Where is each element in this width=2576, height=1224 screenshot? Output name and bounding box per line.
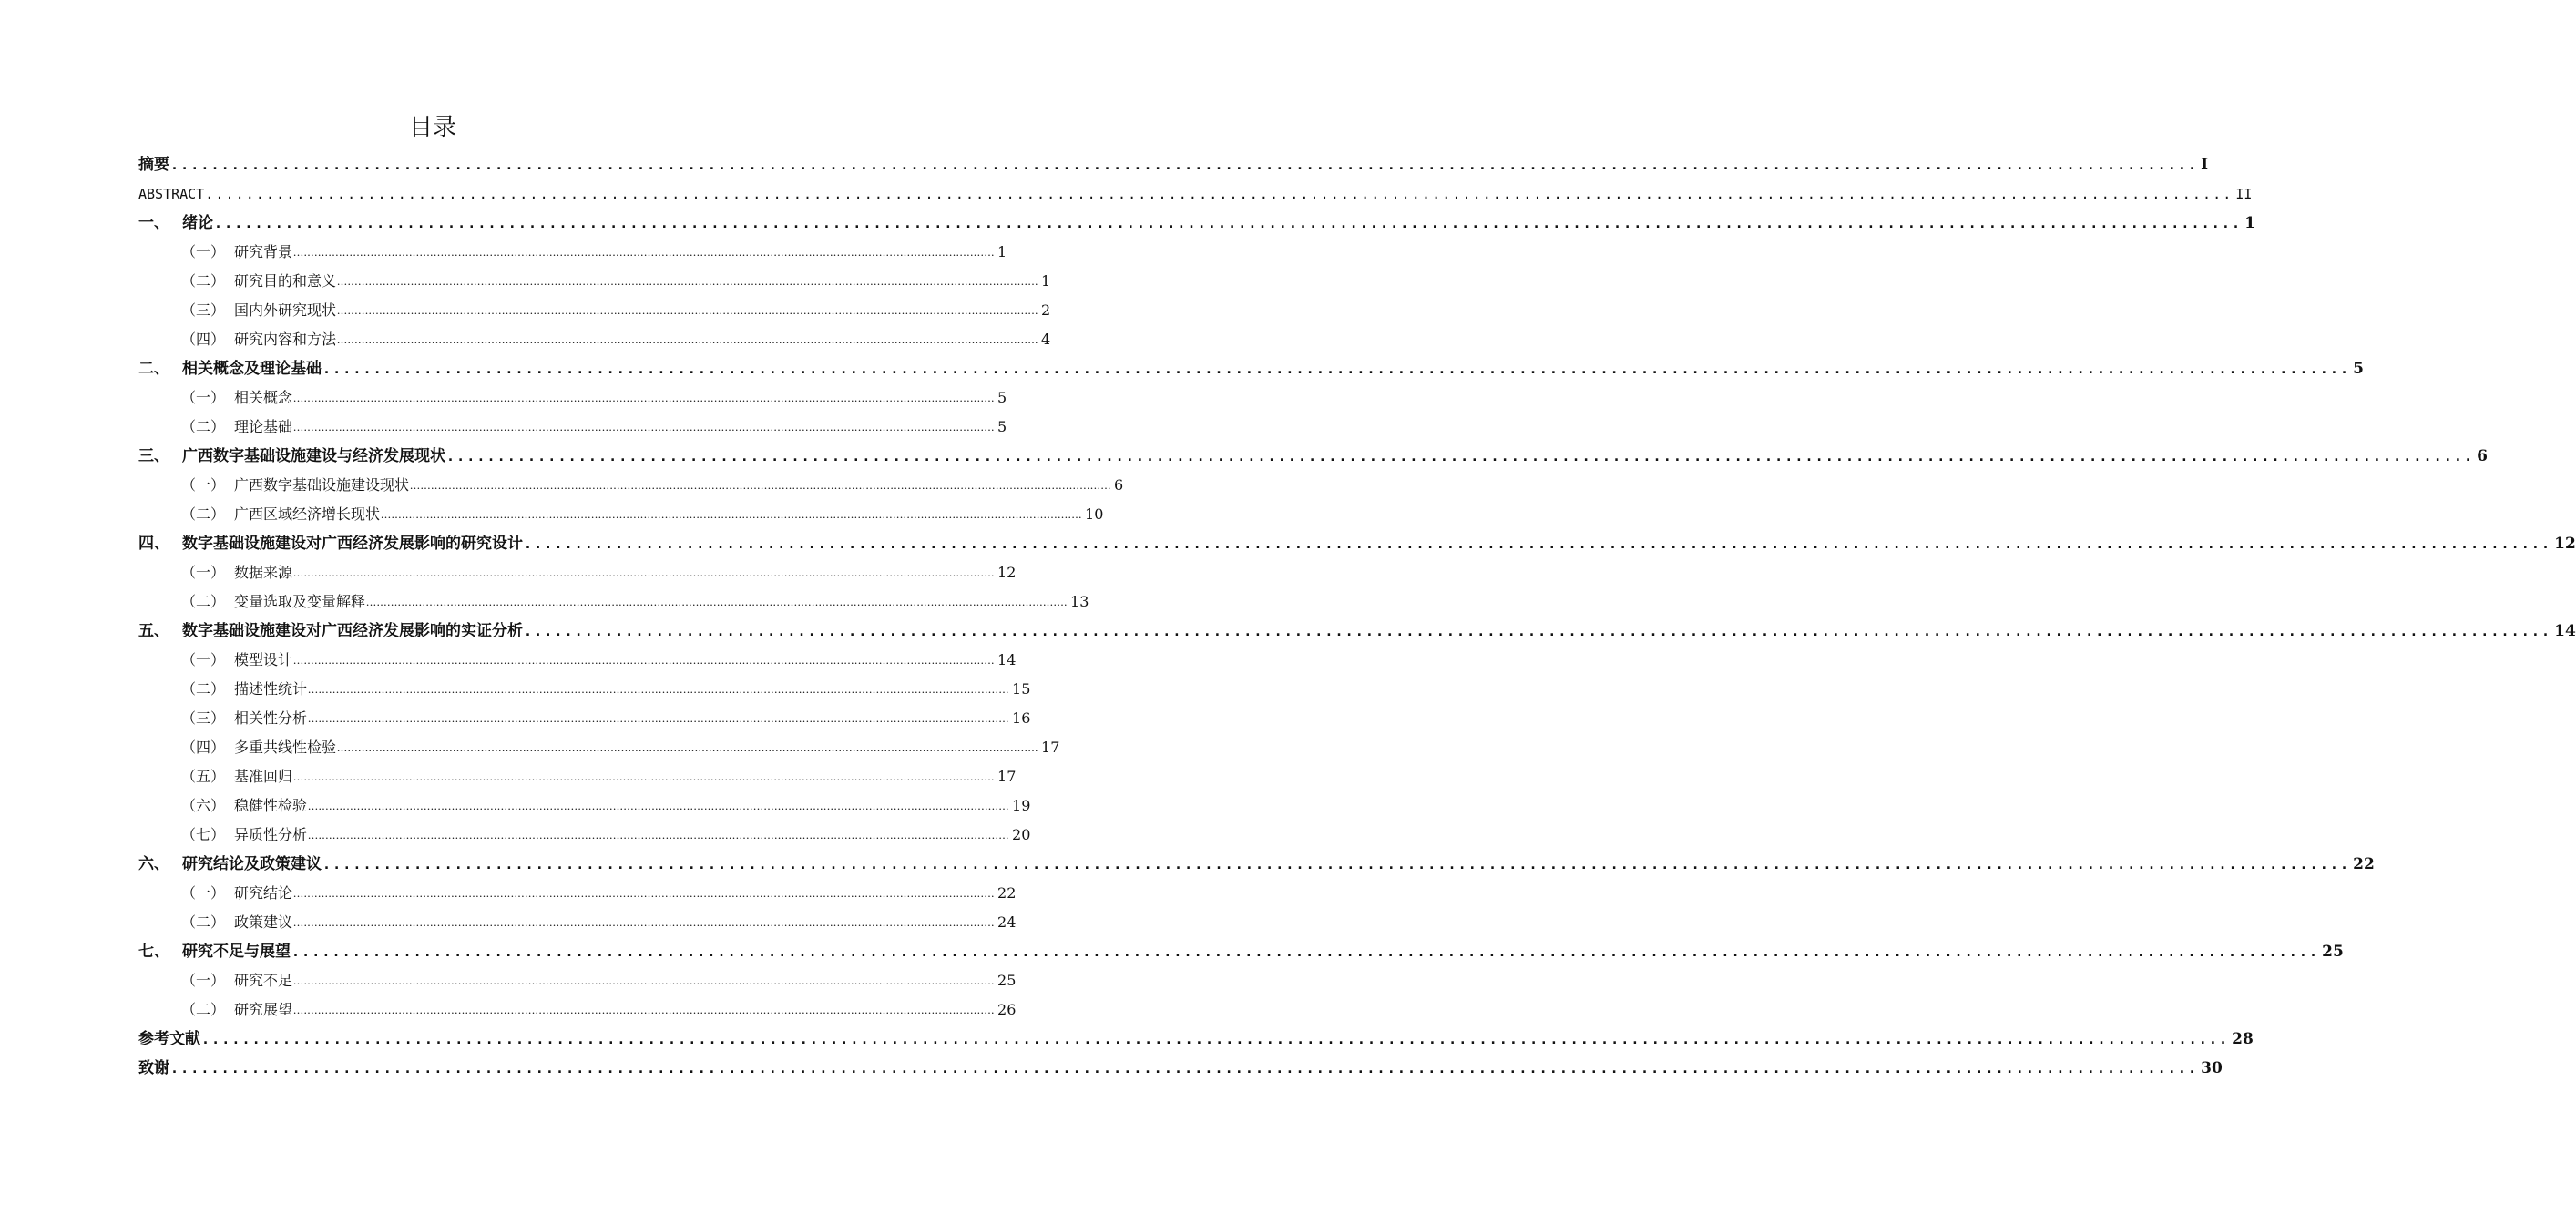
toc-entry[interactable] xyxy=(138,149,2209,178)
toc-page-number: II xyxy=(2235,186,2253,202)
toc-subentry[interactable] xyxy=(138,557,1017,586)
toc-page-number: 4 xyxy=(1041,331,1051,348)
toc-entry-label: 研究背景 xyxy=(234,243,293,260)
toc-entry-label: 异质性分析 xyxy=(234,826,308,843)
toc-page-number: 25 xyxy=(997,972,1017,989)
toc-dot-leader: ........................................................................................................................................................................................................ xyxy=(293,770,996,783)
toc-subentry[interactable] xyxy=(138,703,1031,732)
toc-page-number: 6 xyxy=(1114,476,1124,494)
toc-entry[interactable] xyxy=(138,441,2488,470)
toc-page-number: 2 xyxy=(1041,301,1051,319)
toc-entry-label: ABSTRACT xyxy=(138,186,205,202)
toc-subentry[interactable] xyxy=(138,645,1017,674)
toc-dot-leader: ........................................................................................................................................................................................................ xyxy=(366,595,1068,608)
toc-entry-label: 基准回归 xyxy=(234,768,293,785)
toc-page-number: 1 xyxy=(2244,214,2255,232)
toc-title: 目录 xyxy=(408,114,456,141)
toc-page-number: 12 xyxy=(997,564,1017,581)
toc-page-number: I xyxy=(2201,156,2209,174)
toc-entry-label: 模型设计 xyxy=(234,651,293,668)
toc-entry-number: （三） xyxy=(181,301,226,319)
toc-entry[interactable] xyxy=(138,936,2344,965)
toc-page-number: 24 xyxy=(997,913,1017,931)
toc-entry-label: 广西数字基础设施建设现状 xyxy=(234,476,410,494)
toc-dot-leader: ........................................................................................................................................................................................................ xyxy=(293,1003,996,1016)
toc-dot-leader: ........................................................................................................................................................................................................ xyxy=(293,974,996,987)
toc-subentry[interactable] xyxy=(138,674,1031,703)
toc-entry-number: 六、 xyxy=(138,855,169,873)
toc-dot-leader: ........................................................................................................................................................................................................ xyxy=(201,1031,2230,1047)
toc-subentry[interactable] xyxy=(138,324,1051,353)
toc-page-number: 14 xyxy=(997,651,1017,668)
toc-entry-number: （二） xyxy=(181,593,226,610)
toc-entry-number: 三、 xyxy=(138,447,169,465)
toc-dot-leader: ........................................................................................................................................................................................................ xyxy=(291,944,2320,960)
toc-dot-leader: ........................................................................................................................................................................................................ xyxy=(337,332,1039,346)
toc-page-number: 22 xyxy=(997,884,1017,902)
toc-dot-leader: ........................................................................................................................................................................................................ xyxy=(322,361,2351,377)
toc-page-number: 6 xyxy=(2477,447,2488,465)
toc-list xyxy=(138,149,2576,1082)
toc-entry-number: （二） xyxy=(181,505,226,523)
toc-dot-leader: ........................................................................................................................................................................................................ xyxy=(446,448,2475,464)
toc-entry-label: 相关性分析 xyxy=(234,709,308,727)
toc-subentry[interactable] xyxy=(138,382,1007,412)
toc-entry[interactable] xyxy=(138,178,2253,208)
toc-entry-number: （二） xyxy=(181,680,226,698)
toc-entry-label: 国内外研究现状 xyxy=(234,301,337,319)
toc-entry-number: （四） xyxy=(181,331,226,348)
toc-page-number: 22 xyxy=(2353,855,2375,873)
toc-dot-leader: ........................................................................................................................................................................................................ xyxy=(293,886,996,900)
toc-page-number: 5 xyxy=(2353,360,2364,378)
toc-entry-number: （二） xyxy=(181,418,226,435)
toc-entry-number: （七） xyxy=(181,826,226,843)
toc-dot-leader: ........................................................................................................................................................................................................ xyxy=(293,653,996,667)
toc-entry-number: （四） xyxy=(181,739,226,756)
toc-entry-number: （二） xyxy=(181,272,226,290)
toc-entry-number: 一、 xyxy=(138,214,169,232)
toc-entry-number: （一） xyxy=(181,972,226,989)
toc-entry-label: 数字基础设施建设对广西经济发展影响的实证分析 xyxy=(182,622,523,640)
toc-subentry[interactable] xyxy=(138,907,1017,936)
toc-page-number: 12 xyxy=(2554,535,2576,553)
toc-page-number: 19 xyxy=(1012,797,1031,814)
toc-entry-label: 相关概念 xyxy=(234,389,293,406)
toc-entry[interactable] xyxy=(138,1053,2223,1082)
toc-dot-leader: ........................................................................................................................................................................................................ xyxy=(337,740,1039,754)
toc-entry-label: 数字基础设施建设对广西经济发展影响的研究设计 xyxy=(182,535,523,553)
toc-page-number: 17 xyxy=(1041,739,1060,756)
toc-dot-leader: ........................................................................................................................................................................................................ xyxy=(308,828,1010,842)
toc-entry-number: （二） xyxy=(181,913,226,931)
toc-entry-label: 广西数字基础设施建设与经济发展现状 xyxy=(182,447,445,465)
toc-dot-leader: ........................................................................................................................................................................................................ xyxy=(308,711,1010,725)
toc-subentry[interactable] xyxy=(138,586,1089,616)
toc-subentry[interactable] xyxy=(138,499,1104,528)
toc-entry-label: 描述性统计 xyxy=(234,680,308,698)
toc-entry-label: 研究结论及政策建议 xyxy=(182,855,322,873)
toc-subentry[interactable] xyxy=(138,237,1007,266)
toc-entry-label: 研究不足与展望 xyxy=(182,943,291,961)
toc-page-number: 16 xyxy=(1012,709,1031,727)
toc-page-number: 1 xyxy=(1041,272,1051,290)
toc-dot-leader: ........................................................................................................................................................................................................ xyxy=(170,1060,2199,1076)
toc-page-number: 20 xyxy=(1012,826,1031,843)
toc-subentry[interactable] xyxy=(138,994,1017,1024)
toc-entry[interactable] xyxy=(138,616,2576,645)
toc-entry-label: 理论基础 xyxy=(234,418,293,435)
toc-entry[interactable] xyxy=(138,528,2576,557)
toc-page-number: 13 xyxy=(1070,593,1089,610)
toc-entry-label: 广西区域经济增长现状 xyxy=(234,505,381,523)
toc-subentry[interactable] xyxy=(138,761,1017,790)
toc-entry-label: 摘要 xyxy=(138,156,169,174)
toc-dot-leader: ........................................................................................................................................................................................................ xyxy=(308,682,1010,696)
toc-dot-leader: ........................................................................................................................................................................................................ xyxy=(308,799,1010,812)
toc-subentry[interactable] xyxy=(138,965,1017,994)
toc-dot-leader: ........................................................................................................................................................................................................ xyxy=(293,245,996,259)
toc-dot-leader: ........................................................................................................................................................................................................ xyxy=(524,623,2552,639)
toc-entry-label: 相关概念及理论基础 xyxy=(182,360,322,378)
toc-entry-label: 研究展望 xyxy=(234,1001,293,1018)
toc-dot-leader: ........................................................................................................................................................................................................ xyxy=(293,566,996,579)
toc-entry[interactable] xyxy=(138,353,2364,382)
toc-dot-leader: ........................................................................................................................................................................................................ xyxy=(205,186,2234,202)
toc-dot-leader: ........................................................................................................................................................................................................ xyxy=(170,157,2199,173)
toc-page-number: 5 xyxy=(997,418,1007,435)
toc-dot-leader: ........................................................................................................................................................................................................ xyxy=(214,215,2243,231)
toc-page-number: 28 xyxy=(2232,1030,2254,1048)
toc-dot-leader: ........................................................................................................................................................................................................ xyxy=(337,274,1039,288)
toc-entry-label: 参考文献 xyxy=(138,1030,200,1048)
toc-subentry[interactable] xyxy=(138,266,1051,295)
toc-entry-label: 稳健性检验 xyxy=(234,797,308,814)
toc-subentry[interactable] xyxy=(138,295,1051,324)
toc-page-number: 10 xyxy=(1085,505,1104,523)
toc-entry-label: 研究目的和意义 xyxy=(234,272,337,290)
toc-entry-label: 数据来源 xyxy=(234,564,293,581)
toc-page-number: 17 xyxy=(997,768,1017,785)
toc-page-number: 1 xyxy=(997,243,1007,260)
toc-subentry[interactable] xyxy=(138,412,1007,441)
toc-entry-number: （一） xyxy=(181,389,226,406)
toc-entry-number: （六） xyxy=(181,797,226,814)
toc-entry-label: 致谢 xyxy=(138,1059,169,1077)
toc-page-number: 15 xyxy=(1012,680,1031,698)
toc-entry-label: 政策建议 xyxy=(234,913,293,931)
toc-entry-number: （一） xyxy=(181,651,226,668)
toc-entry-number: （一） xyxy=(181,884,226,902)
toc-entry-number: （一） xyxy=(181,564,226,581)
toc-dot-leader: ........................................................................................................................................................................................................ xyxy=(293,420,996,434)
toc-entry-number: 四、 xyxy=(138,535,169,553)
toc-entry-number: （二） xyxy=(181,1001,226,1018)
toc-entry-number: 二、 xyxy=(138,360,169,378)
toc-subentry[interactable] xyxy=(138,790,1031,820)
toc-page-number: 26 xyxy=(997,1001,1017,1018)
toc-entry-label: 多重共线性检验 xyxy=(234,739,337,756)
toc-subentry[interactable] xyxy=(138,820,1031,849)
toc-entry[interactable] xyxy=(138,849,2375,878)
toc-entry-number: 五、 xyxy=(138,622,169,640)
toc-subentry[interactable] xyxy=(138,732,1060,761)
toc-entry[interactable] xyxy=(138,208,2255,237)
toc-page-number: 14 xyxy=(2554,622,2576,640)
toc-entry-number: 七、 xyxy=(138,943,169,961)
toc-entry-label: 研究结论 xyxy=(234,884,293,902)
toc-entry-number: （五） xyxy=(181,768,226,785)
toc-dot-leader: ........................................................................................................................................................................................................ xyxy=(293,915,996,929)
toc-dot-leader: ........................................................................................................................................................................................................ xyxy=(524,536,2552,552)
toc-entry-label: 变量选取及变量解释 xyxy=(234,593,366,610)
toc-subentry[interactable] xyxy=(138,878,1017,907)
toc-subentry[interactable] xyxy=(138,470,1124,499)
toc-entry-label: 研究内容和方法 xyxy=(234,331,337,348)
toc-entry-number: （三） xyxy=(181,709,226,727)
toc-entry-number: （一） xyxy=(181,476,226,494)
toc-page-number: 25 xyxy=(2322,943,2344,961)
toc-entry[interactable] xyxy=(138,1024,2254,1053)
toc-dot-leader: ........................................................................................................................................................................................................ xyxy=(322,856,2351,872)
toc-dot-leader: ........................................................................................................................................................................................................ xyxy=(293,391,996,404)
toc-page-number: 30 xyxy=(2201,1059,2223,1077)
toc-dot-leader: ........................................................................................................................................................................................................ xyxy=(337,303,1039,317)
toc-page-number: 5 xyxy=(997,389,1007,406)
toc-entry-label: 绪论 xyxy=(182,214,213,232)
toc-dot-leader: ........................................................................................................................................................................................................ xyxy=(410,478,1112,492)
toc-entry-number: （一） xyxy=(181,243,226,260)
toc-entry-label: 研究不足 xyxy=(234,972,293,989)
toc-dot-leader: ........................................................................................................................................................................................................ xyxy=(381,507,1083,521)
